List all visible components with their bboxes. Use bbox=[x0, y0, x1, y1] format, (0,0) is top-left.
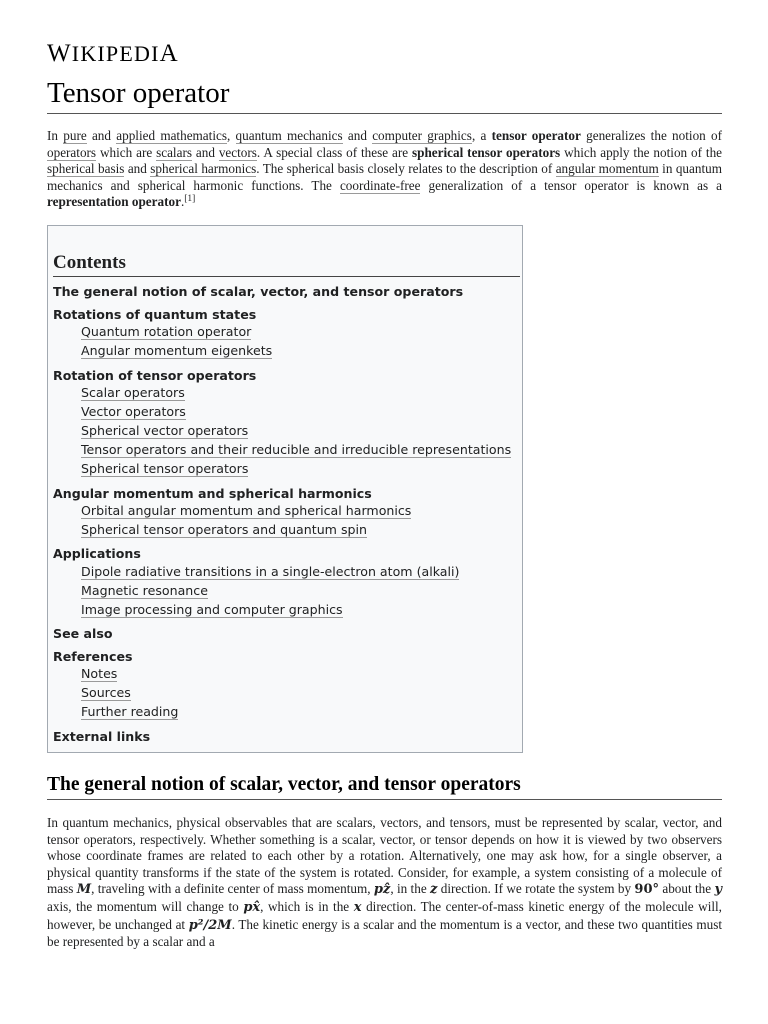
link-computer-graphics[interactable]: computer graphics bbox=[372, 128, 472, 143]
toc-item-label: Magnetic resonance bbox=[81, 583, 208, 598]
toc-item-label: References bbox=[53, 649, 133, 664]
section-heading-general-notion: The general notion of scalar, vector, and tensor operators bbox=[47, 773, 722, 800]
toc-item-label: Further reading bbox=[81, 704, 179, 719]
math-M: M bbox=[76, 882, 92, 898]
toc-item[interactable] bbox=[53, 626, 113, 642]
toc-item-label: Spherical tensor operators and quantum spin bbox=[81, 522, 367, 537]
toc-item-label: External links bbox=[53, 729, 151, 744]
math-y: y bbox=[714, 882, 722, 898]
toc-item-label: Rotation of tensor operators bbox=[53, 368, 257, 383]
page-title: Tensor operator bbox=[47, 76, 722, 114]
toc-item-label: Spherical tensor operators bbox=[81, 461, 249, 476]
toc-item[interactable] bbox=[81, 385, 185, 401]
math-z: z bbox=[430, 882, 438, 898]
toc-item[interactable] bbox=[81, 442, 511, 458]
toc-item[interactable] bbox=[81, 704, 178, 720]
link-applied-mathematics[interactable]: applied mathematics bbox=[116, 128, 227, 143]
section-paragraph: In quantum mechanics, physical observables that are scalars, vectors, and tensors, must be represented by scalar, vector, and tensor operators, respectively. Whether something is a scalar, vector, or tensor depends on how it is viewed by two observers whose coordinate frames are related to each other by a rotation. Alternatively, one may ask how, for a single observer, a physical quantity transforms if the state of the system is rotated. Consider, for example, a system consisting of a molecule of mass M, traveling with a definite center of mass momentum, pẑ, in the z direction. If we rotate the system by 90° about the y axis, the momentum will change to px̂, which is in the x direction. The center-of-mass kinetic energy of the molecule will, however, be unchanged at p²/2M. The kinetic energy is a scalar and the momentum is a vector, and these two quantities must be represented by a scalar and a bbox=[47, 815, 722, 950]
toc-item[interactable] bbox=[81, 503, 411, 519]
reference-1-link[interactable]: [1] bbox=[184, 194, 196, 205]
table-of-contents bbox=[47, 225, 523, 753]
toc-item-label: The general notion of scalar, vector, and tensor operators bbox=[53, 284, 464, 299]
wordmark-last-letter: A bbox=[159, 40, 179, 67]
toc-item[interactable] bbox=[81, 583, 208, 599]
toc-item-label: Notes bbox=[81, 666, 118, 681]
bold-spherical-tensor-operators: spherical tensor operators bbox=[412, 144, 561, 160]
math-p-x-hat: px̂ bbox=[243, 899, 261, 915]
toc-item-label: Angular momentum eigenkets bbox=[81, 343, 273, 358]
wordmark-middle: IKIPEDI bbox=[71, 41, 160, 66]
toc-item-label: Dipole radiative transitions in a single-electron atom (alkali) bbox=[81, 564, 460, 579]
toc-item-label: Quantum rotation operator bbox=[81, 324, 252, 339]
toc-item-label: Rotations of quantum states bbox=[53, 307, 257, 322]
toc-item[interactable] bbox=[81, 324, 251, 340]
bold-tensor-operator: tensor operator bbox=[491, 128, 581, 143]
link-scalars[interactable]: scalars bbox=[156, 144, 192, 160]
toc-item[interactable] bbox=[53, 368, 256, 384]
math-x: x bbox=[353, 899, 362, 915]
toc-item[interactable] bbox=[81, 522, 367, 538]
toc-item[interactable] bbox=[53, 307, 256, 323]
toc-item-label: Tensor operators and their reducible and irreducible representations bbox=[81, 442, 512, 457]
toc-item-label: Angular momentum and spherical harmonics bbox=[53, 486, 372, 501]
link-spherical-basis[interactable]: spherical basis bbox=[47, 161, 125, 177]
toc-item[interactable] bbox=[81, 564, 459, 580]
link-operators[interactable]: operators bbox=[47, 144, 97, 160]
toc-item-label: Vector operators bbox=[81, 404, 186, 419]
toc-item-label: Orbital angular momentum and spherical harmonics bbox=[81, 503, 412, 518]
link-coordinate-free[interactable]: coordinate-free bbox=[339, 177, 421, 193]
toc-item-label: Spherical vector operators bbox=[81, 423, 249, 438]
link-quantum-mechanics[interactable]: quantum mechanics bbox=[235, 128, 343, 143]
wikipedia-wordmark[interactable] bbox=[47, 40, 179, 68]
toc-item[interactable] bbox=[81, 423, 248, 439]
toc-item[interactable] bbox=[53, 284, 463, 300]
link-vectors[interactable]: vectors bbox=[218, 144, 257, 160]
toc-item[interactable] bbox=[81, 602, 343, 618]
toc-item[interactable] bbox=[53, 546, 141, 562]
toc-item-label: Image processing and computer graphics bbox=[81, 602, 343, 617]
math-kinetic-energy: p²/2M bbox=[188, 917, 232, 933]
toc-item[interactable] bbox=[81, 685, 131, 701]
math-p-z-hat: pẑ bbox=[373, 882, 391, 898]
toc-item[interactable] bbox=[53, 649, 132, 665]
link-pure[interactable]: pure bbox=[63, 128, 87, 143]
bold-representation-operator: representation operator bbox=[47, 194, 181, 210]
wordmark-first-letter: W bbox=[47, 40, 72, 67]
intro-paragraph: In pure and applied mathematics, quantum mechanics and computer graphics, a tensor operator generalizes the notion of operators which are scalars and vectors. A special class of these are spherical tensor operators which apply the notion of the spherical basis and spherical harmonics. The spherical basis closely relates to the description of angular momentum in quantum mechanics and spherical harmonic functions. The coordinate-free generalization of a tensor operator is known as a representation operator.[1] bbox=[47, 128, 723, 210]
toc-item[interactable] bbox=[81, 343, 272, 359]
link-angular-momentum[interactable]: angular momentum bbox=[555, 161, 659, 177]
toc-item-label: See also bbox=[53, 626, 113, 641]
math-90-degrees: 90° bbox=[634, 882, 659, 898]
toc-item-label: Scalar operators bbox=[81, 385, 185, 400]
toc-item[interactable] bbox=[81, 461, 248, 477]
toc-item[interactable] bbox=[53, 729, 150, 745]
toc-item[interactable] bbox=[53, 486, 372, 502]
toc-item[interactable] bbox=[81, 666, 117, 682]
link-spherical-harmonics[interactable]: spherical harmonics bbox=[150, 161, 257, 177]
toc-title: Contents bbox=[53, 252, 520, 277]
toc-item-label: Sources bbox=[81, 685, 131, 700]
toc-item-label: Applications bbox=[53, 546, 141, 561]
toc-item[interactable] bbox=[81, 404, 186, 420]
